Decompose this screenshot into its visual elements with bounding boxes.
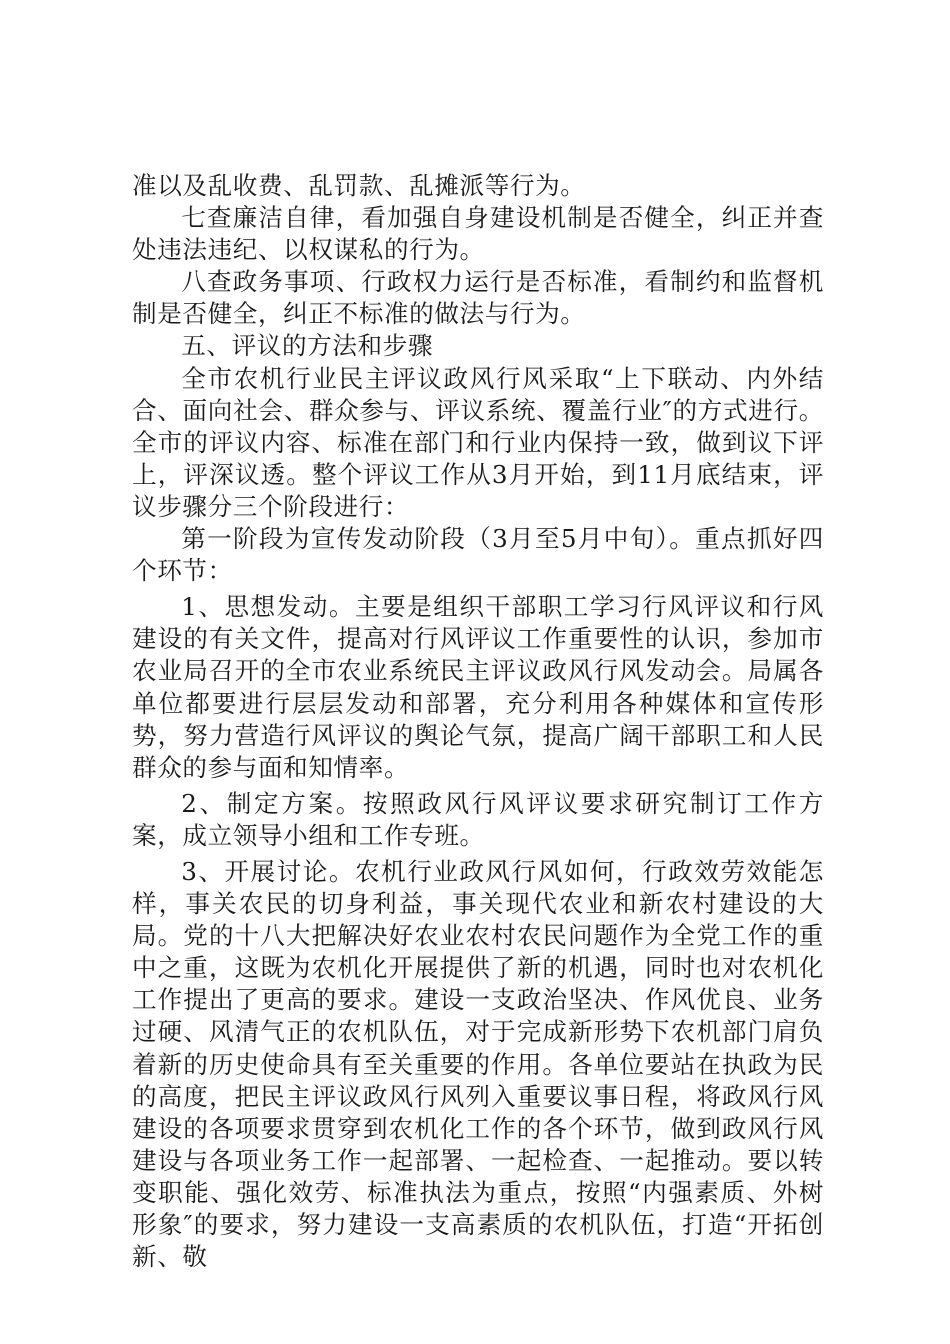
paragraph-method: 全市农机行业民主评议政风行风采取“上下联动、内外结合、面向社会、群众参与、评议系统、覆盖行业″的方式进行。全市的评议内容、标准在部门和行业内保持一致，做到议下评上，评深议透。整个评议工作从3月开始，到11月底结束，评议步骤分三个阶段进行： bbox=[132, 363, 824, 521]
paragraph-item-8: 八查政务事项、行政权力运行是否标准，看制约和监督机制是否健全，纠正不标准的做法与行为。 bbox=[132, 267, 824, 329]
paragraph-item-7: 七查廉洁自律，看加强自身建设机制是否健全，纠正并查处违法违纪、以权谋私的行为。 bbox=[132, 203, 824, 265]
paragraph-phase-one: 第一阶段为宣传发动阶段（3月至5月中旬）。重点抓好四个环节： bbox=[132, 524, 824, 586]
document-body bbox=[132, 170, 824, 1273]
paragraph-continuation: 准以及乱收费、乱罚款、乱摊派等行为。 bbox=[132, 171, 586, 200]
section-heading: 五、评议的方法和步骤 bbox=[181, 331, 434, 361]
paragraph-step-2: 2、制定方案。按照政风行风评议要求研究制订工作方案，成立领导小组和工作专班。 bbox=[132, 788, 824, 850]
paragraph-step-1: 1、思想发动。主要是组织干部职工学习行风评议和行风建设的有关文件，提高对行风评议工作重要性的认识，参加市农业局召开的全市农业系统民主评议政风行风发动会。局属各单位都要进行层层发动和部署，充分利用各种媒体和宣传形势，努力营造行风评议的舆论气氛，提高广阔干部职工和人民群众的参与面和知情率。 bbox=[132, 592, 824, 782]
paragraph-step-3: 3、开展讨论。农机行业政风行风如何，行政效劳效能怎样，事关农民的切身利益，事关现代农业和新农村建设的大局。党的十八大把解决好农业农村农民问题作为全党工作的重中之重，这既为农机化开展提供了新的机遇，同时也对农机化工作提出了更高的要求。建设一支政治坚决、作风优良、业务过硬、风清气正的农机队伍，对于完成新形势下农机部门肩负着新的历史使命具有至关重要的作用。各单位要站在执政为民的高度，把民主评议政风行风列入重要议事日程，将政风行风建设的各项要求贯穿到农机化工作的各个环节，做到政风行风建设与各项业务工作一起部署、一起检查、一起推动。要以转变职能、强化效劳、标准执法为重点，按照“内强素质、外树形象″的要求，努力建设一支高素质的农机队伍，打造“开拓创新、敬 bbox=[132, 856, 824, 1272]
